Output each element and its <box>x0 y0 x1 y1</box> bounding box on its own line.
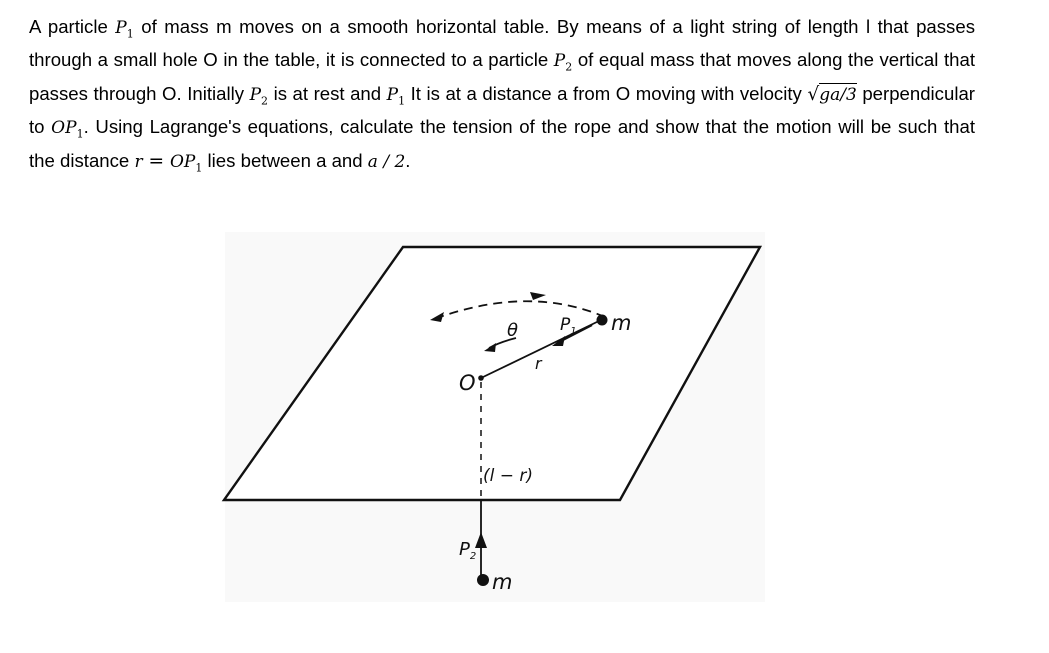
symbol-subscript: 2 <box>565 60 573 74</box>
label-o: O <box>459 371 476 395</box>
label-l-minus-r: (l − r) <box>483 466 534 486</box>
problem-text: of mass m moves on a smooth horizontal table. By means of a light string of length l that passes through a small hole O in the table, it is connected to a particle <box>29 16 975 71</box>
sqrt-radicand: ga/3 <box>819 84 857 105</box>
problem-text: of equal mass that moves along the vertical that passes through O. Initially <box>29 49 975 104</box>
symbol-subscript: 1 <box>76 127 84 141</box>
problem-text: . Using Lagrange's equations, calculate the tension of the rope and show that the motion will be such that the distance <box>29 116 975 171</box>
hole-o <box>478 375 484 381</box>
particle-p2 <box>477 574 489 586</box>
symbol-subscript: 1 <box>126 27 134 41</box>
symbol-letter: P <box>249 84 262 105</box>
symbol-subscript: 1 <box>398 94 406 108</box>
symbol-subscript: 1 <box>195 160 203 174</box>
problem-text: A particle <box>29 16 116 37</box>
problem-text: . <box>405 149 411 171</box>
problem-text: lies between a and <box>202 149 368 171</box>
a-half-expression: a / 2 <box>367 151 406 172</box>
r-variable: r <box>134 151 143 172</box>
symbol-letter: OP <box>169 151 196 172</box>
problem-text: It is at a distance a from O moving with velocity <box>405 82 808 104</box>
problem-text: perpendicular to <box>29 82 975 138</box>
label-m-bottom: m <box>492 570 513 594</box>
sqrt-symbol: √ <box>807 83 820 105</box>
problem-text: is at rest and <box>268 82 387 104</box>
label-p2-letter: P <box>459 539 470 560</box>
label-p1-sub: 1 <box>570 326 577 337</box>
symbol-letter: P <box>553 51 566 72</box>
label-r: r <box>535 354 542 373</box>
equals-sign: = <box>142 150 170 172</box>
symbol-letter: P <box>115 18 127 38</box>
symbol-letter: OP <box>51 118 77 139</box>
symbol-letter: P <box>386 84 399 105</box>
particle-p1 <box>597 315 608 326</box>
label-theta: θ <box>507 320 519 341</box>
label-m-top: m <box>611 311 632 335</box>
symbol-subscript: 2 <box>261 94 269 108</box>
label-p2-sub: 2 <box>469 551 477 562</box>
label-p1-letter: P <box>560 315 571 335</box>
